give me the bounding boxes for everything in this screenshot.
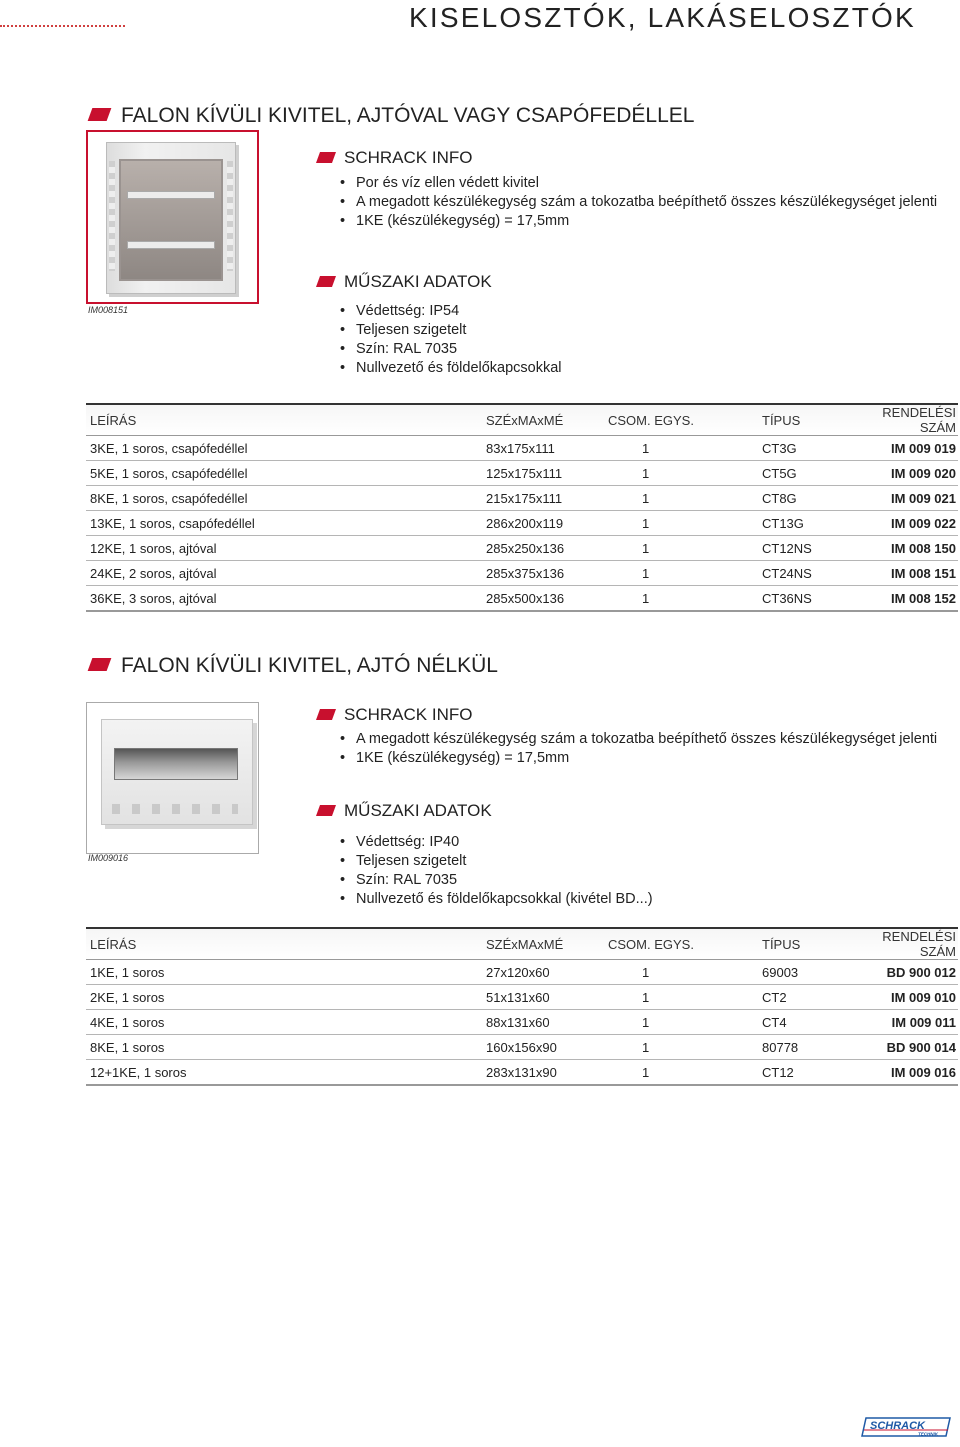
col-header-description: LEÍRÁS — [86, 404, 482, 436]
tech-data-heading-2-text: MŰSZAKI ADATOK — [344, 801, 492, 820]
cell-pack-unit: 1 — [608, 436, 758, 461]
device-slot — [114, 748, 238, 780]
cell-order-number: BD 900 012 — [872, 960, 958, 985]
cell-size: 283x131x90 — [482, 1060, 608, 1086]
table-row — [86, 461, 958, 486]
cable-entry-holes — [112, 804, 238, 814]
tech-data-list-2 — [340, 833, 956, 909]
distribution-box-no-door-image — [101, 719, 253, 825]
cell-type: CT4 — [758, 1010, 872, 1035]
col-header-order-number: RENDELÉSI SZÁM — [872, 404, 958, 436]
cell-type: CT8G — [758, 486, 872, 511]
tech-data-heading-1 — [316, 271, 492, 293]
col-header-order-number: RENDELÉSI SZÁM — [872, 928, 958, 960]
cell-size: 215x175x111 — [482, 486, 608, 511]
cell-description: 36KE, 3 soros, ajtóval — [86, 586, 482, 612]
cell-description: 3KE, 1 soros, csapófedéllel — [86, 436, 482, 461]
logo-subtext: TECHNIK — [918, 1431, 938, 1437]
logo-text: SCHRACK — [870, 1420, 925, 1432]
cell-size: 83x175x111 — [482, 436, 608, 461]
list-item: • Teljesen szigetelt — [340, 852, 956, 871]
tech-data-heading-1-text: MŰSZAKI ADATOK — [344, 272, 492, 291]
cell-size: 285x250x136 — [482, 536, 608, 561]
cell-description: 12KE, 1 soros, ajtóval — [86, 536, 482, 561]
product-table-1-body — [86, 436, 958, 612]
schrack-info-heading-1 — [316, 147, 472, 169]
product-photo-surface-no-door — [86, 702, 259, 854]
cell-size: 27x120x60 — [482, 960, 608, 985]
section1-title-text: FALON KÍVÜLI KIVITEL, AJTÓVAL VAGY CSAPÓFEDÉLLEL — [121, 104, 695, 127]
cell-pack-unit: 1 — [608, 561, 758, 586]
image-code-1: IM008151 — [88, 305, 129, 315]
cell-size: 285x375x136 — [482, 561, 608, 586]
col-header-type: TÍPUS — [758, 928, 872, 960]
cell-pack-unit: 1 — [608, 1035, 758, 1060]
cell-description: 4KE, 1 soros — [86, 1010, 482, 1035]
section2-title — [88, 652, 498, 680]
cell-type: 69003 — [758, 960, 872, 985]
cell-type: CT36NS — [758, 586, 872, 612]
cell-order-number: IM 009 020 — [872, 461, 958, 486]
table-row — [86, 1060, 958, 1086]
subsection-marker-icon — [316, 709, 336, 720]
list-item: • Védettség: IP40 — [340, 833, 956, 852]
list-item: • Szín: RAL 7035 — [340, 871, 956, 890]
cell-pack-unit: 1 — [608, 511, 758, 536]
cell-size: 51x131x60 — [482, 985, 608, 1010]
cell-description: 12+1KE, 1 soros — [86, 1060, 482, 1086]
table-row — [86, 436, 958, 461]
din-rail-lower — [127, 241, 215, 249]
cell-description: 2KE, 1 soros — [86, 985, 482, 1010]
product-table-1 — [86, 403, 958, 612]
schrack-info-heading-2-text: SCHRACK INFO — [344, 705, 473, 724]
cell-order-number: IM 009 019 — [872, 436, 958, 461]
tech-data-list-1 — [340, 302, 956, 378]
schrack-logo-icon — [860, 1415, 952, 1439]
list-item: • A megadott készülékegység szám a tokozatba beépíthető összes készülékegységet jelenti — [340, 193, 956, 212]
cell-description: 13KE, 1 soros, csapófedéllel — [86, 511, 482, 536]
tech-data-heading-2 — [316, 800, 492, 822]
col-header-pack-unit: CSOM. EGYS. — [608, 928, 758, 960]
col-header-type: TÍPUS — [758, 404, 872, 436]
cell-pack-unit: 1 — [608, 985, 758, 1010]
table-row — [86, 486, 958, 511]
cell-pack-unit: 1 — [608, 586, 758, 612]
list-item: • Nullvezető és földelőkapcsokkal — [340, 359, 956, 378]
cell-description: 8KE, 1 soros — [86, 1035, 482, 1060]
cell-order-number: IM 009 016 — [872, 1060, 958, 1086]
list-item: • 1KE (készülékegység) = 17,5mm — [340, 212, 956, 231]
cell-size: 286x200x119 — [482, 511, 608, 536]
table-row — [86, 511, 958, 536]
page-title: KISELOSZTÓK, LAKÁSELOSZTÓK — [409, 2, 916, 33]
section-marker-icon — [88, 658, 112, 671]
cell-order-number: IM 009 010 — [872, 985, 958, 1010]
box-door — [119, 159, 223, 281]
cell-order-number: IM 008 150 — [872, 536, 958, 561]
cell-order-number: IM 008 151 — [872, 561, 958, 586]
cell-type: CT5G — [758, 461, 872, 486]
list-item: • Szín: RAL 7035 — [340, 340, 956, 359]
col-header-description: LEÍRÁS — [86, 928, 482, 960]
cell-pack-unit: 1 — [608, 960, 758, 985]
product-table-2 — [86, 927, 958, 1086]
cell-description: 24KE, 2 soros, ajtóval — [86, 561, 482, 586]
cell-size: 285x500x136 — [482, 586, 608, 612]
table-header-row — [86, 928, 958, 960]
col-header-size: SZÉxMAxMÉ — [482, 404, 608, 436]
cell-pack-unit: 1 — [608, 461, 758, 486]
table-row — [86, 586, 958, 612]
cell-type: CT12NS — [758, 536, 872, 561]
box-side-right — [227, 161, 233, 271]
cell-order-number: IM 009 021 — [872, 486, 958, 511]
table-row — [86, 561, 958, 586]
table-row — [86, 960, 958, 985]
list-item: • Por és víz ellen védett kivitel — [340, 174, 956, 193]
cell-type: CT24NS — [758, 561, 872, 586]
din-rail-upper — [127, 191, 215, 199]
cell-size: 88x131x60 — [482, 1010, 608, 1035]
cell-description: 5KE, 1 soros, csapófedéllel — [86, 461, 482, 486]
product-table-2-body — [86, 960, 958, 1086]
cell-type: CT3G — [758, 436, 872, 461]
cell-pack-unit: 1 — [608, 1060, 758, 1086]
table-row — [86, 536, 958, 561]
table-row — [86, 1035, 958, 1060]
cell-type: CT12 — [758, 1060, 872, 1086]
cell-size: 160x156x90 — [482, 1035, 608, 1060]
schrack-info-list-2 — [340, 730, 956, 768]
list-item: • Nullvezető és földelőkapcsokkal (kivétel BD...) — [340, 890, 956, 909]
section1-title — [88, 102, 694, 130]
list-item: • 1KE (készülékegység) = 17,5mm — [340, 749, 956, 768]
subsection-marker-icon — [316, 276, 336, 287]
cell-description: 8KE, 1 soros, csapófedéllel — [86, 486, 482, 511]
cell-pack-unit: 1 — [608, 1010, 758, 1035]
list-item: • Teljesen szigetelt — [340, 321, 956, 340]
schrack-info-heading-2 — [316, 704, 472, 726]
cell-description: 1KE, 1 soros — [86, 960, 482, 985]
cell-order-number: IM 009 022 — [872, 511, 958, 536]
table-row — [86, 985, 958, 1010]
product-photo-surface-door — [86, 130, 259, 304]
table-row — [86, 1010, 958, 1035]
image-code-2: IM009016 — [88, 853, 129, 863]
section-marker-icon — [88, 108, 112, 121]
section2-title-text: FALON KÍVÜLI KIVITEL, AJTÓ NÉLKÜL — [121, 654, 498, 677]
box-side-left — [109, 161, 115, 271]
schrack-info-list-1 — [340, 174, 956, 231]
col-header-size: SZÉxMAxMÉ — [482, 928, 608, 960]
distribution-box-door-image — [106, 142, 236, 294]
table-header-row — [86, 404, 958, 436]
subsection-marker-icon — [316, 152, 336, 163]
cell-order-number: BD 900 014 — [872, 1035, 958, 1060]
cell-type: CT2 — [758, 985, 872, 1010]
cell-order-number: IM 008 152 — [872, 586, 958, 612]
col-header-pack-unit: CSOM. EGYS. — [608, 404, 758, 436]
cell-size: 125x175x111 — [482, 461, 608, 486]
cell-pack-unit: 1 — [608, 536, 758, 561]
list-item: • A megadott készülékegység szám a tokozatba beépíthető összes készülékegységet jelenti — [340, 730, 956, 749]
schrack-info-heading-1-text: SCHRACK INFO — [344, 148, 473, 167]
list-item: • Védettség: IP54 — [340, 302, 956, 321]
cell-type: CT13G — [758, 511, 872, 536]
header-dotted-rule — [0, 25, 125, 27]
cell-pack-unit: 1 — [608, 486, 758, 511]
cell-order-number: IM 009 011 — [872, 1010, 958, 1035]
subsection-marker-icon — [316, 805, 336, 816]
cell-type: 80778 — [758, 1035, 872, 1060]
